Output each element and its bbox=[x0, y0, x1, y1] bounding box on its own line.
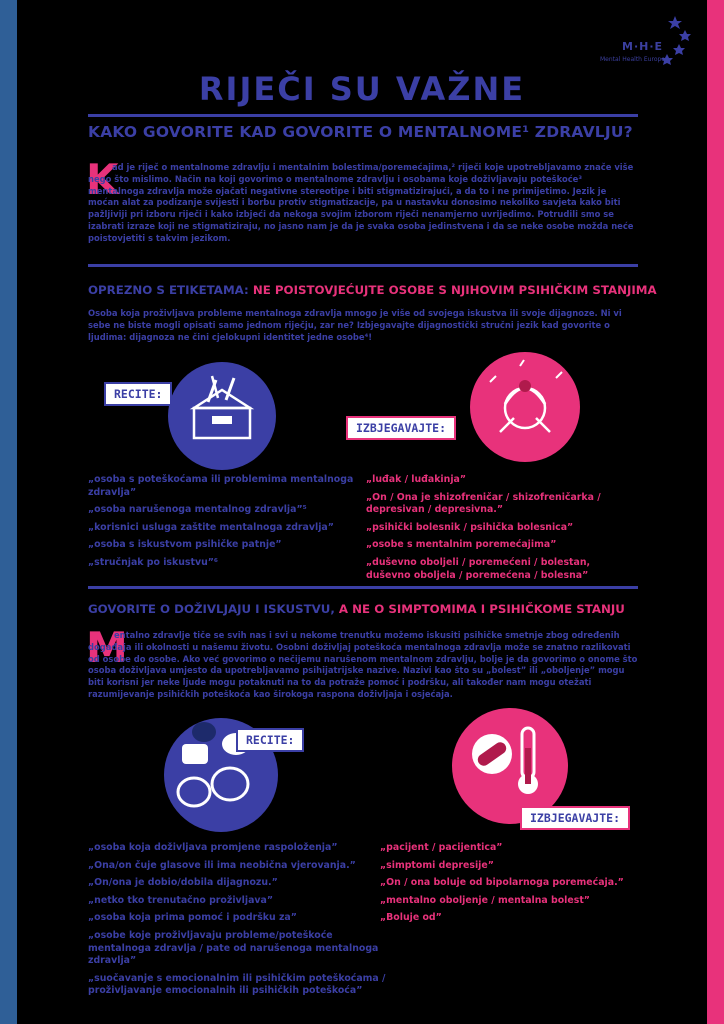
toolbox-illustration bbox=[168, 362, 276, 470]
section2-heading-blue: OPREZNO S ETIKETAMA: bbox=[88, 283, 249, 297]
list-item: „osobe koje proživljavaju probleme/poteškoće mentalnoga zdravlja / pate od narušenoga mentalnoga zdravlja” bbox=[88, 929, 379, 967]
right-stripe bbox=[707, 0, 724, 1024]
section3-heading bbox=[88, 602, 625, 616]
section2-avoid-list bbox=[366, 474, 636, 587]
list-item: „korisnici usluga zaštite mentalnoga zdravlja” bbox=[88, 521, 334, 533]
list-item: „osoba koja doživljava promjene raspoloženja” bbox=[88, 842, 338, 853]
list-item: „luđak / luđakinja” bbox=[366, 474, 467, 485]
section1-dropcap: K bbox=[86, 155, 119, 204]
section3-say-list bbox=[88, 842, 388, 1003]
section2-heading-pink: NE POISTOVJEĆUJTE OSOBE S NJIHOVIM PSIHIČKIM STANJIMA bbox=[248, 283, 657, 297]
section3-text: entalno zdravlje tiče se svih nas i svi u nekome trenutku možemo iskusiti psihičke smetnje zbog određenih događaja ili okolnosti u našemu životu. Osobni doživljaj poteškoća mentalnoga zdravlja može se znatno razlikovati od osobe do osobe. Ako već govorimo o nečijemu narušenom mentalnom zdravlju, bolje je da govorimo o onome što osoba doživljava umjesto da upotrebljavamo psihijatrijske nazive. Nazivi kao što su „bolest” ili „oboljenje” mogu biti korisni jer neke ljude mogu potaknuti na to da potraže pomoć i podršku, ali također nam mogu otežati razumijevanje psihičkih poteškoća kao širokoga raspona doživljaja i osjećaja. bbox=[88, 630, 638, 699]
divider bbox=[88, 114, 638, 117]
section2-text: Osoba koja proživljava probleme mentalnoga zdravlja mnogo je više od svojega iskustva ili svoje dijagnoze. Ni vi sebe ne biste mogli opisati samo jednom riječju, zar ne? Izbjegavajte dijagnostički stručni jezik kad govorite o ljudima: dijagnoza ne čini cjelokupni identitet jedne osobe⁴! bbox=[88, 308, 622, 342]
list-item: „simptomi depresije” bbox=[380, 859, 494, 871]
logo-name: M·H·E bbox=[622, 40, 664, 53]
list-item: „stručnjak po iskustvu”⁶ bbox=[88, 556, 219, 568]
section1-text: ad je riječ o mentalnome zdravlju i mentalnim bolestima/poremećajima,² riječi koje upotrebljavamo znače više nego što mislimo. Način na koji govorimo o mentalnome zdravlju i osobama koje doživljavaju poteškoće³ mentalnoga zdravlja može ojačati negativne stereotipe i biti stigmatizirajući, a da to i ne primijetimo. Jezik je moćan alat za podizanje svijesti i borbu protiv stigmatizacije, pa u nastavku donosimo nekoliko savjeta kako biti pažljiviji pri izboru riječi i kako izbjeći da nekoga svojim izborom riječi nenamjerno uvrijedimo. Potrudili smo se izabrati izraze koji ne stigmatiziraju, no jasno nam je da je svaka osoba jedinstvena i da se neke osobe možda neće poistovjetiti s takvim jezikom. bbox=[88, 162, 634, 243]
list-item: „netko tko trenutačno proživljava” bbox=[88, 894, 273, 906]
toolbox-icon bbox=[168, 362, 276, 470]
list-item: „osoba s iskustvom psihičke patnje” bbox=[88, 539, 282, 551]
section2-say-list bbox=[88, 474, 358, 575]
divider bbox=[88, 264, 638, 267]
list-item: „osoba koja prima pomoć i podršku za” bbox=[88, 912, 297, 924]
list-item: „osoba narušenoga mentalnog zdravlja”⁵ bbox=[88, 504, 307, 516]
list-item: „Ona/on čuje glasove ili ima neobična vjerovanja.” bbox=[88, 859, 356, 871]
list-item: „duševno oboljeli / poremećeni / bolestan, duševno oboljela / poremećena / bolesna” bbox=[366, 556, 591, 581]
list-item: „Boluje od” bbox=[380, 912, 442, 924]
section3-heading-pink: A NE O SIMPTOMIMA I PSIHIČKOME STANJU bbox=[334, 602, 625, 616]
logo-subtitle: Mental Health Europe bbox=[600, 56, 665, 63]
stress-illustration bbox=[470, 352, 580, 462]
list-item: „mentalno oboljenje / mentalna bolest” bbox=[380, 894, 590, 906]
list-item: „On / Ona je shizofreničar / shizofreničarka / depresivan / depresivna.” bbox=[366, 491, 601, 516]
list-item: „On/ona je dobio/dobila dijagnozu.” bbox=[88, 877, 278, 889]
avoid-label: IZBJEGAVAJTE: bbox=[346, 416, 456, 440]
divider bbox=[88, 586, 638, 589]
list-item: „suočavanje s emocionalnim ili psihičkim poteškoćama / proživljavanje emocionalnih ili psihičkih poteškoća” bbox=[88, 972, 386, 997]
say-label: RECITE: bbox=[104, 382, 172, 406]
section1-heading: KAKO GOVORITE KAD GOVORITE O MENTALNOME¹ ZDRAVLJU? bbox=[88, 123, 633, 141]
section3-heading-blue: GOVORITE O DOŽIVLJAJU I ISKUSTVU, bbox=[88, 602, 335, 616]
list-item: „osoba s poteškoćama ili problemima mentalnoga zdravlja” bbox=[88, 474, 354, 498]
section3-avoid-list bbox=[380, 842, 640, 930]
section3-dropcap: M bbox=[86, 623, 128, 672]
list-item: „osobe s mentalnim poremećajima” bbox=[366, 539, 557, 551]
stressed-person-icon bbox=[470, 352, 580, 462]
left-stripe bbox=[0, 0, 17, 1024]
list-item: „On / ona boluje od bipolarnoga poremećaja.” bbox=[380, 877, 624, 889]
section2-heading bbox=[88, 283, 657, 297]
list-item: „psihički bolesnik / psihička bolesnica” bbox=[366, 521, 574, 533]
avoid-label: IZBJEGAVAJTE: bbox=[520, 806, 630, 830]
list-item: „pacijent / pacijentica” bbox=[380, 842, 503, 853]
page-title: RIJEČI SU VAŽNE bbox=[198, 70, 526, 108]
say-label: RECITE: bbox=[236, 728, 304, 752]
